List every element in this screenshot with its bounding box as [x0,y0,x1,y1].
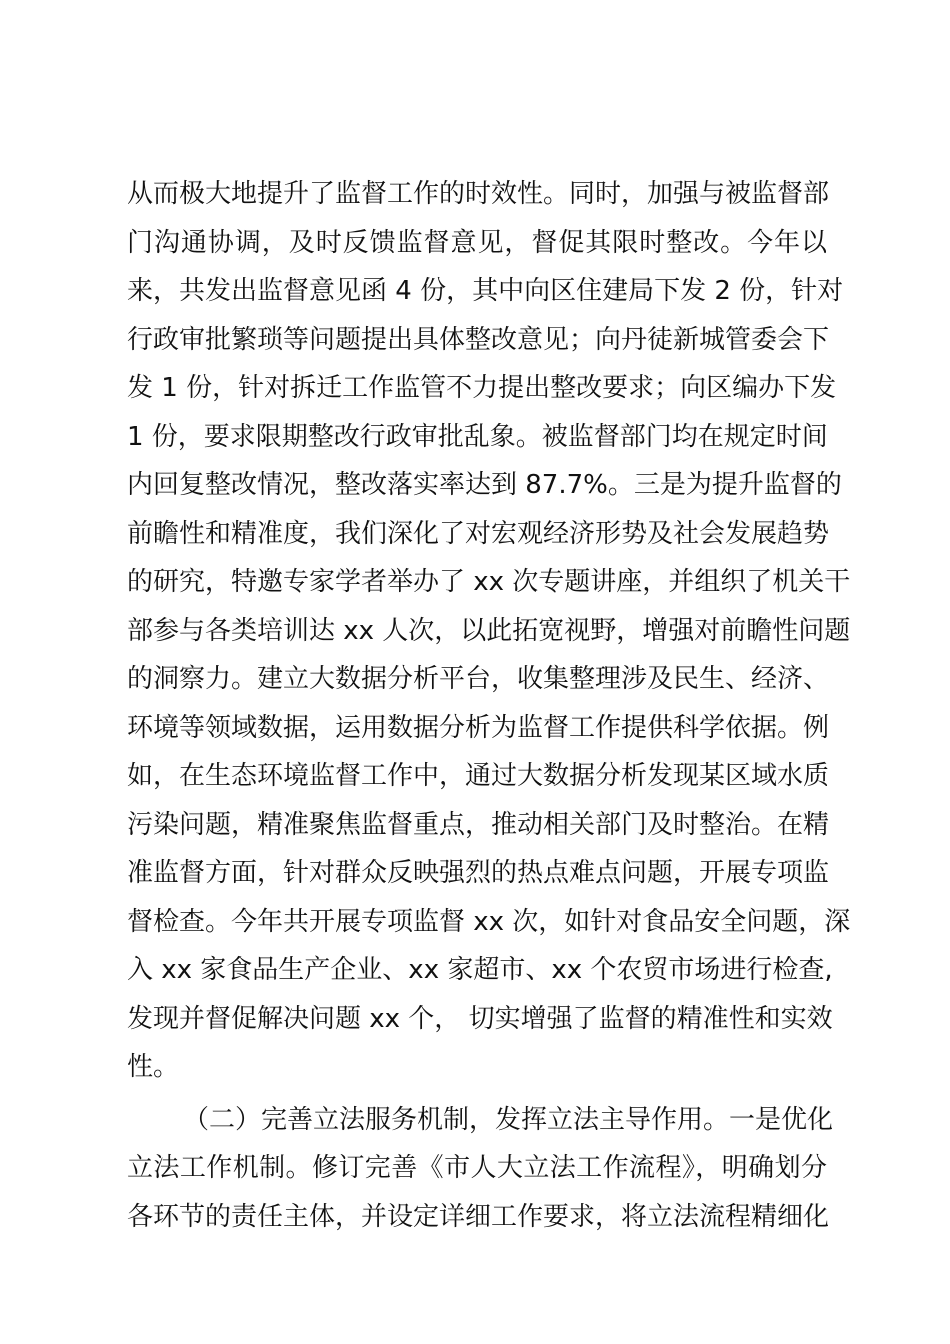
text-line: 发 1 份，针对拆迁工作监管不力提出整改要求；向区编办下发 [127,373,837,403]
text-line: 从而极大地提升了监督工作的时效性。同时，加强与被监督部 [127,179,830,209]
text-line: 来，共发出监督意见函 4 份，其中向区住建局下发 2 份，针对 [127,276,844,306]
text-line: 部参与各类培训达 xx 人次，以此拓宽视野，增强对前瞻性问题 [127,615,851,646]
text-line: 行政审批繁琐等问题提出具体整改意见；向丹徒新城管委会下 [127,324,830,355]
text-line: 立法工作机制。修订完善《市人大立法工作流程》，明确划分 [127,1153,827,1183]
text-line: 内回复整改情况，整改落实率达到 87.7%。三是为提升监督的 [127,470,842,500]
text-line: 如，在生态环境监督工作中，通过大数据分析发现某区域水质 [127,761,830,791]
text-line: 前瞻性和精准度，我们深化了对宏观经济形势及社会发展趋势 [127,518,830,549]
body-text [127,170,851,1241]
text-line: 1 份，要求限期整改行政审批乱象。被监督部门均在规定时间 [127,421,828,452]
text-line: 的研究，特邀专家学者举办了 xx 次专题讲座，并组织了机关干 [127,567,851,597]
text-line: 各环节的责任主体，并设定详细工作要求，将立法流程精细化 [127,1201,830,1232]
text-line: 环境等领域数据，运用数据分析为监督工作提供科学依据。例 [127,712,830,743]
paragraph-end-line: 性。 [127,1052,180,1082]
text-line: 污染问题，精准聚焦监督重点，推动相关部门及时整治。在精 [127,809,830,840]
text-line: 准监督方面，针对群众反映强烈的热点难点问题，开展专项监 [127,858,830,888]
section-heading-line: （二）完善立法服务机制，发挥立法主导作用。一是优化 [183,1104,834,1135]
text-line: 发现并督促解决问题 xx 个， 切实增强了监督的精准性和实效 [127,1003,833,1034]
text-line: 督检查。今年共开展专项监督 xx 次，如针对食品安全问题，深 [127,906,851,937]
text-line: 门沟通协调，及时反馈监督意见，督促其限时整改。今年以 [127,227,827,258]
text-line: 入 xx 家食品生产企业、xx 家超市、xx 个农贸市场进行检查, [127,955,833,985]
text-line: 的洞察力。建立大数据分析平台，收集整理涉及民生、经济、 [127,664,830,694]
